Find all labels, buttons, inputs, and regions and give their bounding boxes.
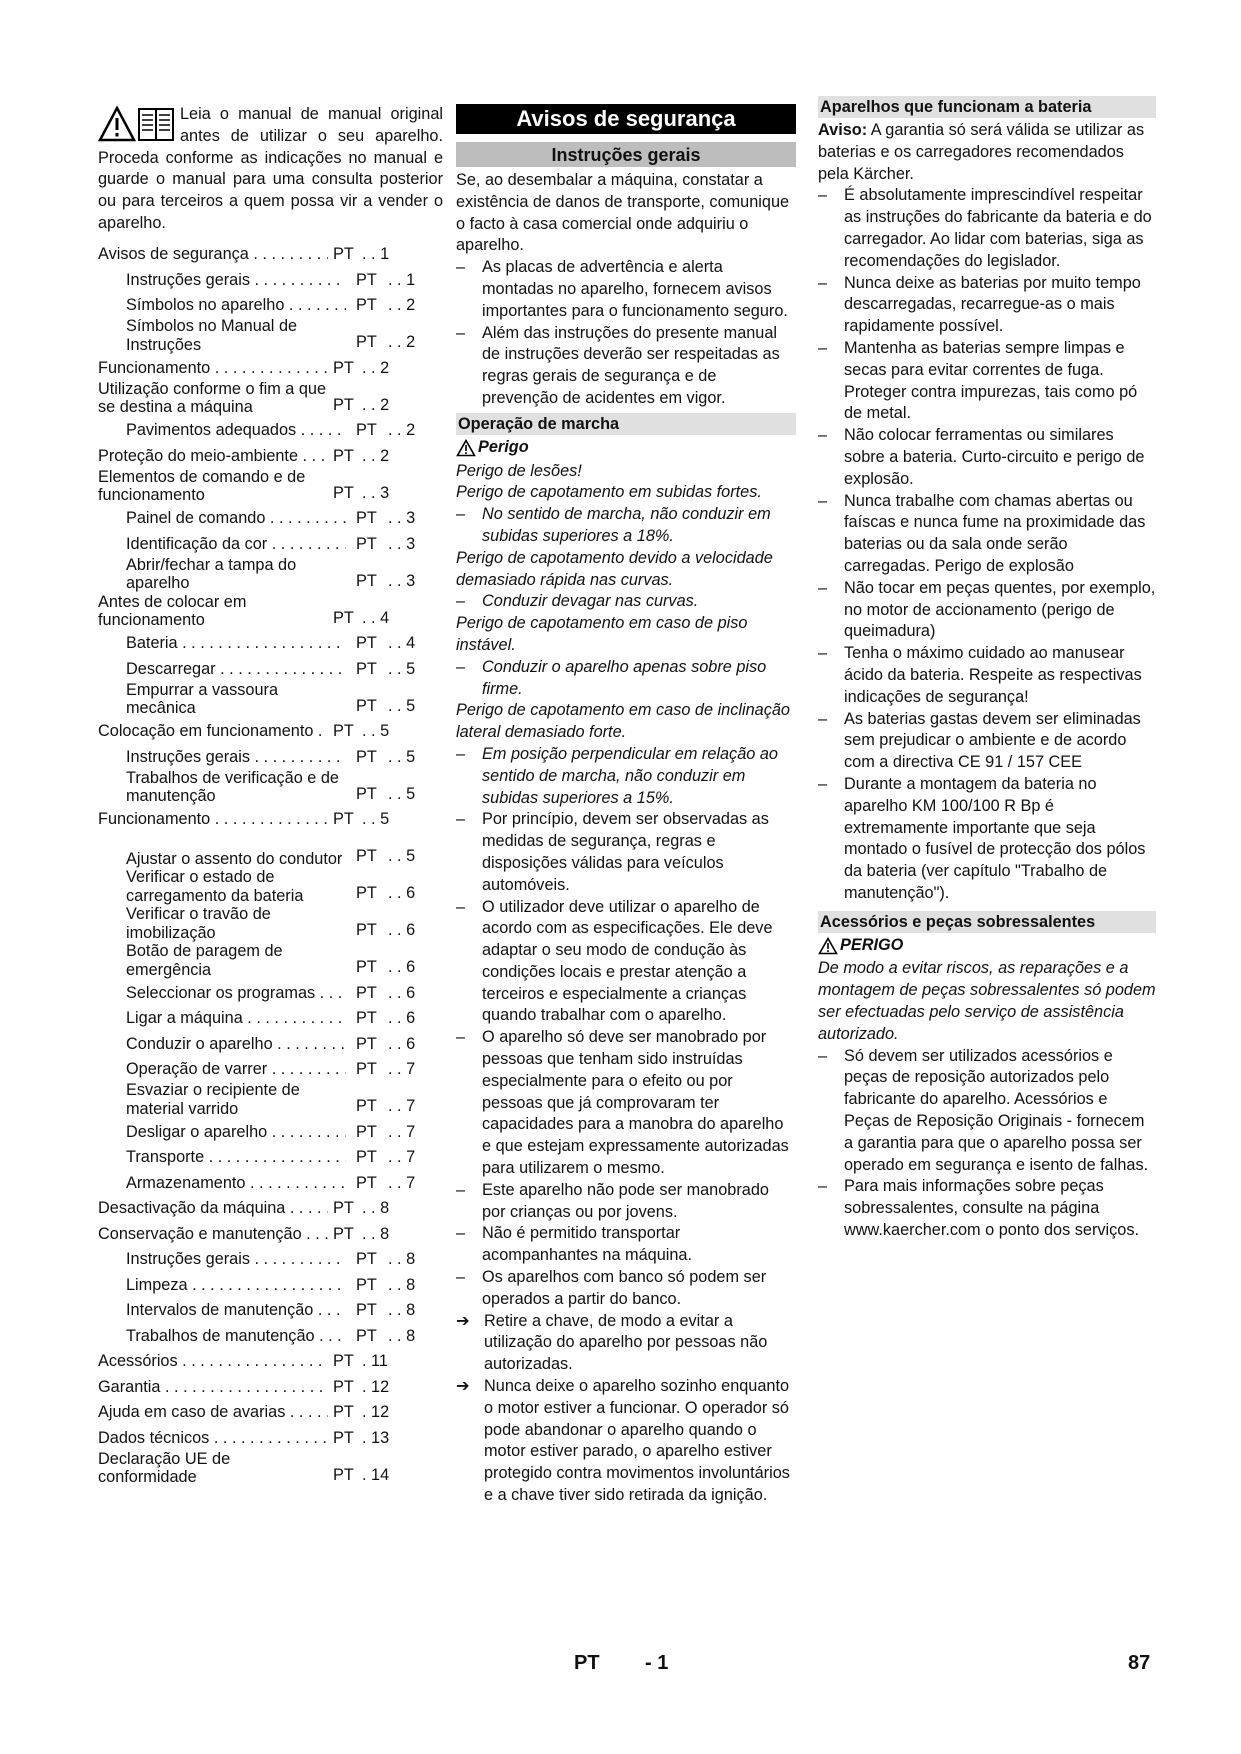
toc-entry <box>98 1169 443 1195</box>
toc-entry-page: . . 7 <box>388 1173 416 1192</box>
battery-item: – Nunca trabalhe com chamas abertas ou faíscas e nunca fume na proximidade das baterias ou da sala onde serão carregadas. Perigo de explosão <box>818 491 1156 578</box>
toc-entry-page: . . 5 <box>362 722 390 741</box>
battery-item: – Tenha o máximo cuidado ao manusear ácido da bateria. Respeite as respectivas indicações de segurança! <box>818 643 1156 708</box>
toc-entry-title: Ligar a máquina . . . <box>126 1008 346 1030</box>
danger-label <box>456 437 796 459</box>
toc-entry <box>98 1056 443 1082</box>
toc-entry-page: . . 2 <box>362 395 390 414</box>
arrow-item-text: Retire a chave, de modo a evitar a utilização do aparelho por pessoas não autorizadas. <box>484 1311 768 1374</box>
toc-entry-lang: PT <box>333 1352 354 1371</box>
toc-entry-lang: PT <box>333 1465 354 1484</box>
toc-entry <box>98 681 443 718</box>
toc-entry-title: Avisos de segurança . . . <box>98 244 328 266</box>
toc-entry-page: . . 6 <box>388 921 416 940</box>
toc-entry-title: Trabalhos de verificação e de manutenção <box>126 768 339 806</box>
battery-item: – As baterias gastas devem ser eliminadas sem prejudicar o ambiente e de acordo com a directiva CE 91 / 157 CEE <box>818 709 1156 774</box>
toc-entry-title: Armazenamento . . . <box>126 1173 346 1195</box>
toc-entry <box>98 718 443 744</box>
toc-entry-lang: PT <box>356 1301 377 1320</box>
toc-entry <box>98 905 443 942</box>
toc-entry <box>98 1322 443 1348</box>
toc-entry-page: . . 3 <box>388 571 416 590</box>
toc-entry <box>98 354 443 380</box>
toc-entry-lang: PT <box>356 884 377 903</box>
toc-entry <box>98 317 443 354</box>
notice-paragraph <box>818 120 1156 185</box>
toc-entry-page: . . 4 <box>388 634 416 653</box>
toc-entry-title: Declaração UE de conformidade <box>98 1449 231 1487</box>
toc-entry-lang: PT <box>356 1173 377 1192</box>
subheading-operation: Operação de marcha <box>456 413 796 435</box>
toc-entry-title: Pavimentos adequados . . . <box>126 420 346 442</box>
toc-entry-title: Elementos de comando e de funcionamento <box>98 467 306 505</box>
toc-entry-lang: PT <box>356 333 377 352</box>
toc-entry-lang: PT <box>356 571 377 590</box>
danger-statement: Perigo de capotamento em caso de piso instável. <box>456 614 748 654</box>
toc-entry-page: . 13 <box>362 1428 390 1447</box>
toc-entry-title: Operação de varrer . . . <box>126 1059 346 1081</box>
toc-entry-lang: PT <box>356 747 377 766</box>
toc-entry-page: . . 3 <box>388 534 416 553</box>
operation-items-list <box>456 809 796 1310</box>
toc-entry-lang: PT <box>356 847 377 866</box>
warning-icon <box>818 937 838 955</box>
toc-entry <box>98 530 443 556</box>
toc-entry-title: Desligar o aparelho . . . <box>126 1122 346 1144</box>
toc-entry-page: . . 2 <box>388 333 416 352</box>
arrow-item <box>456 1311 796 1376</box>
toc-entry <box>98 1118 443 1144</box>
toc-entry <box>98 1297 443 1323</box>
operation-item: – Este aparelho não pode ser manobrado por crianças ou por jovens. <box>456 1180 796 1224</box>
danger-label-accessories <box>818 935 1156 957</box>
toc-entry-title: Conduzir o aparelho . . . <box>126 1034 346 1056</box>
toc-entry-page: . . 7 <box>388 1097 416 1116</box>
toc-entry <box>98 1005 443 1031</box>
toc-entry-page: . . 6 <box>388 983 416 1002</box>
arrow-items-list <box>456 1311 796 1507</box>
toc-entry-lang: PT <box>333 1377 354 1396</box>
toc-entry <box>98 556 443 593</box>
toc-entry-lang: PT <box>333 395 354 414</box>
right-column <box>818 98 1156 1242</box>
warning-icon <box>456 439 476 457</box>
danger-instruction: – Em posição perpendicular em relação ao sentido de marcha, não conduzir em subidas superiores a 15%. <box>456 744 796 809</box>
toc-entry-page: . . 2 <box>388 421 416 440</box>
notice-label: Aviso: <box>818 121 868 139</box>
toc-entry <box>98 979 443 1005</box>
toc-entry <box>98 292 443 318</box>
toc-entry-page: . 14 <box>362 1465 390 1484</box>
toc-entry-lang: PT <box>356 1034 377 1053</box>
toc-entry <box>98 806 443 832</box>
subheading-general-instructions: Instruções gerais <box>456 142 796 167</box>
toc-entry <box>98 743 443 769</box>
toc-entry-lang: PT <box>356 634 377 653</box>
danger-instruction: – Conduzir o aparelho apenas sobre piso firme. <box>456 657 796 701</box>
footer-page-number: 87 <box>1128 1652 1151 1674</box>
danger-instruction: – No sentido de marcha, não conduzir em subidas superiores a 18%. <box>456 504 796 548</box>
battery-item: – Não tocar em peças quentes, por exemplo, no motor de accionamento (perigo de queimadura) <box>818 578 1156 643</box>
operation-item: – Não é permitido transportar acompanhantes na máquina. <box>456 1223 796 1267</box>
toc-entry <box>98 442 443 468</box>
general-items-list <box>456 257 796 410</box>
toc-entry <box>98 1030 443 1056</box>
arrow-right-icon: ➔ <box>456 1311 470 1330</box>
toc-entry-title: Símbolos no Manual de Instruções <box>126 317 298 354</box>
danger-label-text: Perigo <box>478 437 529 456</box>
toc-entry <box>98 593 443 630</box>
toc-entry-lang: PT <box>356 1250 377 1269</box>
toc-entry-page: . . 5 <box>388 747 416 766</box>
toc-entry <box>98 1246 443 1272</box>
toc-entry <box>98 1195 443 1221</box>
toc-entry-page: . . 2 <box>362 446 390 465</box>
toc-entry <box>98 1144 443 1170</box>
toc-entry <box>98 505 443 531</box>
arrow-item <box>456 1376 796 1507</box>
toc-entry-title: Garantia . . . <box>98 1377 328 1399</box>
toc-entry-lang: PT <box>356 296 377 315</box>
toc-entry-lang: PT <box>356 1326 377 1345</box>
danger-statement: Perigo de capotamento em caso de inclinação lateral demasiado forte. <box>456 701 790 742</box>
general-item: – Além das instruções do presente manual de instruções deverão ser respeitadas as regras gerais de segurança e de prevenção de acidentes em vigor. <box>456 323 796 410</box>
section-heading-safety: Avisos de segurança <box>456 104 796 134</box>
toc-entry-page: . . 8 <box>388 1301 416 1320</box>
arrow-item-text: Nunca deixe o aparelho sozinho enquanto o motor estiver a funcionar. O operador só pode abandonar o aparelho quando o motor estiver parado, o aparelho estiver protegido contra movimentos involuntários e a chave tiver sido retirada da ignição. <box>484 1377 790 1505</box>
toc-entry-title: Instruções gerais . . . <box>126 270 346 292</box>
toc-entry <box>98 1399 443 1425</box>
subheading-battery-devices: Aparelhos que funcionam a bateria <box>818 96 1156 118</box>
danger-statement: Perigo de lesões! <box>456 461 582 480</box>
footer-language: PT <box>574 1652 600 1674</box>
toc-entry-lang: PT <box>356 659 377 678</box>
toc-entry <box>98 266 443 292</box>
toc-entry-lang: PT <box>333 722 354 741</box>
toc-entry-lang: PT <box>356 421 377 440</box>
toc-entry-title: Intervalos de manutenção . . . <box>126 1300 346 1322</box>
operation-item: – O aparelho só deve ser manobrado por pessoas que tenham sido instruídas especialmente para o efeito ou por pessoas que já comprovaram ter capacidades para a manobra do aparelho e que estejam expressamente autorizadas para utilizarem o mesmo. <box>456 1027 796 1180</box>
battery-items-list <box>818 185 1156 904</box>
toc-entry-title: Identificação da cor . . . <box>126 534 346 556</box>
toc-entry-page: . . 8 <box>362 1224 390 1243</box>
toc-entry-lang: PT <box>356 509 377 528</box>
accessories-item: – Para mais informações sobre peças sobressalentes, consulte na página www.kaercher.com o ponto dos serviços. <box>818 1176 1156 1241</box>
toc-entry-lang: PT <box>333 1224 354 1243</box>
toc-entry <box>98 655 443 681</box>
toc-entry <box>98 1348 443 1374</box>
toc-entry-lang: PT <box>356 921 377 940</box>
toc-entry-title: Instruções gerais . . . <box>126 1249 346 1271</box>
toc-entry-page: . . 5 <box>388 696 416 715</box>
battery-item: – Durante a montagem da bateria no aparelho KM 100/100 R Bp é extremamente importante que seja montado o fusível de protecção dos pólos da bateria (ver capítulo "Trabalho de manutenção"). <box>818 774 1156 905</box>
toc-entry-title: Painel de comando . . . <box>126 508 346 530</box>
intro-block <box>98 104 443 235</box>
toc-entry-title: Símbolos no aparelho . . . <box>126 295 346 317</box>
toc-entry-lang: PT <box>356 1060 377 1079</box>
toc-entry-page: . . 6 <box>388 1034 416 1053</box>
toc-entry-page: . . 7 <box>388 1060 416 1079</box>
toc-entry-lang: PT <box>333 1403 354 1422</box>
toc-entry-lang: PT <box>333 608 354 627</box>
toc-entry <box>98 769 443 806</box>
manual-book-icon <box>139 109 173 140</box>
toc-entry-lang: PT <box>356 784 377 803</box>
battery-item: – Mantenha as baterias sempre limpas e secas para evitar correntes de fuga. Proteger contra impurezas, tais como pó de metal. <box>818 338 1156 425</box>
toc-entry-title: Verificar o travão de imobilização <box>126 905 271 942</box>
toc-entry-title: Ajustar o assento do condutor <box>126 849 343 868</box>
toc-entry-title: Conservação e manutenção . . . <box>98 1224 328 1246</box>
toc-entry <box>98 468 443 505</box>
battery-item: – É absolutamente imprescindível respeitar as instruções do fabricante da bateria e do carregador. Ao lidar com baterias, siga as recomendações do legislador. <box>818 185 1156 272</box>
operation-item: – O utilizador deve utilizar o aparelho de acordo com as especificações. Ele deve adaptar o seu modo de condução às condições locais e prestar atenção a terceiros e especialmente a crianças quando trabalhar com o aparelho. <box>456 897 796 1028</box>
toc-entry-lang: PT <box>356 983 377 1002</box>
intro-text: Leia o manual de manual original antes de utilizar o seu aparelho. Proceda conforme as indicações no manual e guarde o manual para uma consulta posterior ou para terceiros a quem possa vir a vender o aparelho. <box>98 105 443 232</box>
toc-entry-page: . . 5 <box>388 659 416 678</box>
left-column <box>98 104 443 1487</box>
toc-entry-title: Bateria . . . <box>126 633 346 655</box>
table-of-contents <box>98 241 443 1487</box>
toc-entry-page: . . 6 <box>388 958 416 977</box>
danger-instruction: – Conduzir devagar nas curvas. <box>456 591 796 613</box>
toc-entry-page: . . 7 <box>388 1122 416 1141</box>
operation-item: – Os aparelhos com banco só podem ser operados a partir do banco. <box>456 1267 796 1311</box>
toc-entry <box>98 1271 443 1297</box>
toc-entry-title: Instruções gerais . . . <box>126 747 346 769</box>
toc-entry-title: Seleccionar os programas . . . <box>126 983 346 1005</box>
toc-entry-page: . . 1 <box>362 245 390 264</box>
toc-entry <box>98 942 443 979</box>
toc-entry-title: Proteção do meio-ambiente . . . <box>98 446 328 468</box>
toc-entry-lang: PT <box>333 358 354 377</box>
toc-entry-lang: PT <box>333 446 354 465</box>
toc-entry-page: . . 4 <box>362 608 390 627</box>
general-item: – As placas de advertência e alerta montadas no aparelho, fornecem avisos importantes para o funcionamento seguro. <box>456 257 796 322</box>
toc-entry-lang: PT <box>356 958 377 977</box>
toc-entry <box>98 241 443 267</box>
toc-entry-page: . . 5 <box>388 847 416 866</box>
toc-entry-page: . . 2 <box>388 296 416 315</box>
toc-entry-lang: PT <box>333 245 354 264</box>
toc-entry <box>98 831 443 868</box>
toc-entry-lang: PT <box>356 1097 377 1116</box>
toc-entry-page: . . 3 <box>388 509 416 528</box>
footer-section-page: - 1 <box>645 1652 669 1674</box>
toc-entry-title: Abrir/fechar a tampa do aparelho <box>126 555 297 593</box>
toc-entry-lang: PT <box>333 483 354 502</box>
toc-entry-title: Colocação em funcionamento . . . <box>98 721 328 743</box>
toc-entry-title: Ajuda em caso de avarias . . . <box>98 1402 328 1424</box>
toc-entry-title: Acessórios . . . <box>98 1351 328 1373</box>
toc-entry-page: . . 6 <box>388 1009 416 1028</box>
toc-entry-title: Desactivação da máquina . . . <box>98 1198 328 1220</box>
toc-entry-page: . . 7 <box>388 1148 416 1167</box>
toc-entry-title: Dados técnicos . . . <box>98 1428 328 1450</box>
toc-entry-page: . . 2 <box>362 358 390 377</box>
toc-entry-lang: PT <box>333 1199 354 1218</box>
toc-entry-lang: PT <box>356 534 377 553</box>
toc-entry-title: Funcionamento . . . <box>98 809 328 831</box>
toc-entry-page: . . 6 <box>388 884 416 903</box>
toc-entry <box>98 1424 443 1450</box>
toc-entry-title: Descarregar . . . <box>126 659 346 681</box>
toc-entry-page: . 12 <box>362 1377 390 1396</box>
toc-entry-lang: PT <box>356 270 377 289</box>
danger-statement: Perigo de capotamento devido a velocidade demasiado rápida nas curvas. <box>456 548 773 589</box>
battery-item: – Nunca deixe as baterias por muito tempo descarregadas, recarregue-as o mais rapidamente possível. <box>818 273 1156 338</box>
toc-entry <box>98 1081 443 1118</box>
toc-entry-title: Trabalhos de manutenção . . . <box>126 1326 346 1348</box>
subheading-accessories: Acessórios e peças sobressalentes <box>818 911 1156 933</box>
notice-text: A garantia só será válida se utilizar as baterias e os carregadores recomendados pela Kärcher. <box>818 121 1145 183</box>
accessories-item: – Só devem ser utilizados acessórios e peças de reposição autorizados pelo fabricante do aparelho. Acessórios e Peças de Reposição Originais - fornecem a garantia para que o aparelho possa ser operado em segurança e isento de falhas. <box>818 1046 1156 1177</box>
danger-statement: Perigo de capotamento em subidas fortes. <box>456 483 762 502</box>
general-intro-paragraph: Se, ao desembalar a máquina, constatar a existência de danos de transporte, comunique o facto à casa comercial onde adquiriu o aparelho. <box>456 171 790 255</box>
toc-entry-title: Botão de paragem de emergência <box>126 942 283 979</box>
accessories-items-list <box>818 1046 1156 1242</box>
toc-entry-lang: PT <box>356 1148 377 1167</box>
toc-entry-title: Verificar o estado de carregamento da bateria <box>126 868 304 905</box>
toc-entry-page: . . 8 <box>388 1326 416 1345</box>
intro-icons <box>98 105 176 145</box>
toc-entry <box>98 630 443 656</box>
toc-entry-lang: PT <box>356 1122 377 1141</box>
toc-entry-lang: PT <box>356 1009 377 1028</box>
toc-entry-title: Empurrar a vassoura mecânica <box>126 680 279 718</box>
toc-entry <box>98 868 443 905</box>
toc-entry-page: . . 8 <box>388 1275 416 1294</box>
arrow-right-icon: ➔ <box>456 1377 470 1396</box>
toc-entry <box>98 380 443 417</box>
toc-entry-page: . 12 <box>362 1403 390 1422</box>
toc-entry <box>98 1450 443 1487</box>
operation-item: – Por princípio, devem ser observadas as medidas de segurança, regras e disposições válidas para veículos automóveis. <box>456 809 796 896</box>
toc-entry-title: Funcionamento . . . <box>98 358 328 380</box>
toc-entry-lang: PT <box>356 696 377 715</box>
toc-entry-title: Esvaziar o recipiente de material varrido <box>126 1081 300 1118</box>
toc-entry-page: . . 8 <box>362 1199 390 1218</box>
middle-column <box>456 104 796 1507</box>
battery-item: – Não colocar ferramentas ou similares sobre a bateria. Curto-circuito e perigo de explosão. <box>818 425 1156 490</box>
toc-entry-lang: PT <box>356 1275 377 1294</box>
toc-entry-lang: PT <box>333 810 354 829</box>
warning-icon <box>100 108 134 140</box>
toc-entry-title: Transporte . . . <box>126 1147 346 1169</box>
toc-entry-page: . . 3 <box>362 483 390 502</box>
toc-entry <box>98 417 443 443</box>
toc-entry-title: Limpeza . . . <box>126 1275 346 1297</box>
toc-entry-page: . . 5 <box>388 784 416 803</box>
toc-entry <box>98 1220 443 1246</box>
danger-label-text: PERIGO <box>840 935 904 954</box>
toc-entry-page: . . 5 <box>362 810 390 829</box>
toc-entry-title: Utilização conforme o fim a que se destina a máquina <box>98 379 327 417</box>
toc-entry <box>98 1373 443 1399</box>
toc-entry-page: . . 1 <box>388 270 416 289</box>
toc-entry-title: Antes de colocar em funcionamento <box>98 592 247 630</box>
danger-paragraph: De modo a evitar riscos, as reparações e a montagem de peças sobressalentes só podem ser efectuadas pelo serviço de assistência autorizado. <box>818 959 1156 1043</box>
danger-lines <box>456 461 796 810</box>
toc-entry-page: . 11 <box>362 1352 388 1371</box>
toc-entry-lang: PT <box>333 1428 354 1447</box>
toc-entry-page: . . 8 <box>388 1250 416 1269</box>
